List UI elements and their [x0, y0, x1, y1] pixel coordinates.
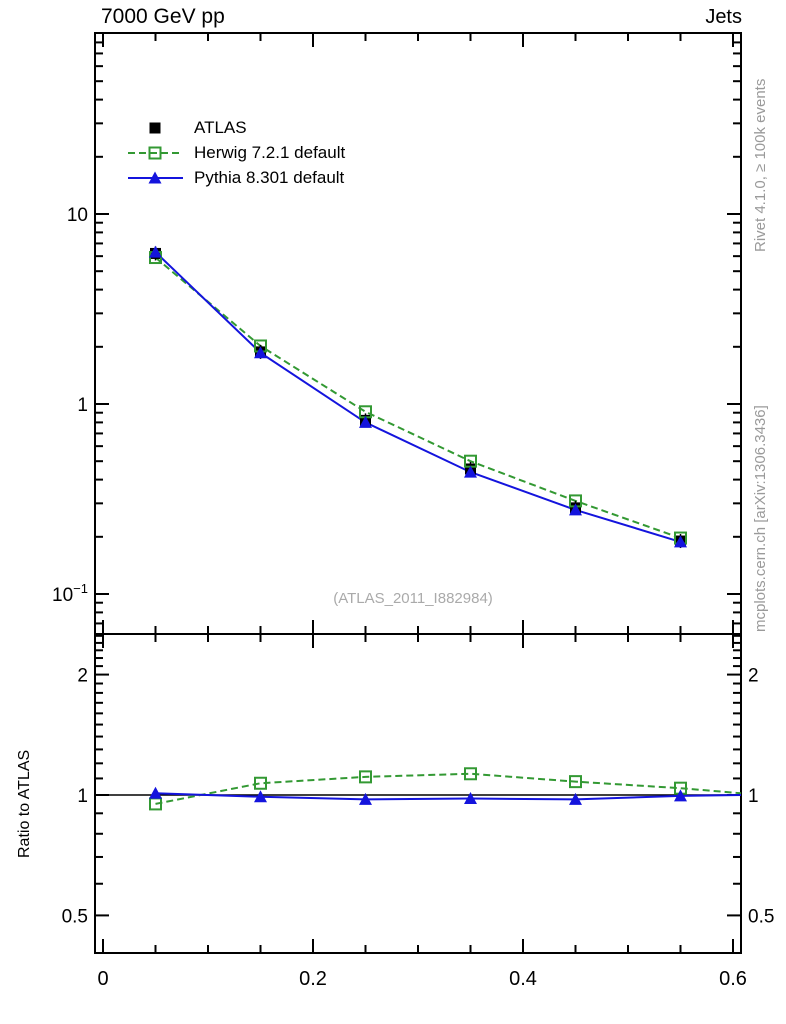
series-lines: [156, 252, 742, 804]
svg-text:0: 0: [97, 968, 109, 990]
legend-label-pythia: Pythia 8.301 default: [194, 167, 345, 187]
legend-row-pythia: [128, 165, 345, 190]
legend: [128, 115, 345, 190]
svg-text:2: 2: [748, 665, 759, 687]
observable-title: Jets: [705, 6, 742, 28]
legend-marker-herwig: [128, 141, 183, 165]
legend-marker-pythia: [128, 166, 183, 190]
svg-text:0.5: 0.5: [61, 906, 88, 928]
analysis-ref-label: (ATLAS_2011_I882984): [333, 590, 493, 607]
svg-text:1: 1: [748, 786, 759, 807]
legend-row-herwig: [128, 140, 345, 165]
svg-text:0.5: 0.5: [748, 906, 775, 928]
ratio-axis-title: Ratio to ATLAS: [16, 749, 33, 858]
svg-text:10: 10: [66, 205, 88, 226]
svg-text:10−1: $10^{-1}$: [52, 581, 88, 606]
svg-text:0.2: 0.2: [299, 968, 327, 990]
svg-text:0.4: 0.4: [509, 968, 537, 990]
series-markers: [149, 246, 687, 810]
legend-label-herwig: Herwig 7.2.1 default: [194, 142, 346, 162]
legend-row-atlas: [128, 115, 345, 140]
rivet-version-note: Rivet 4.1.0, ≥ 100k events: [752, 78, 769, 252]
svg-text:0.6: 0.6: [719, 968, 747, 990]
legend-label-atlas: ATLAS: [194, 117, 247, 137]
svg-text:1: 1: [77, 395, 88, 416]
legend-marker-atlas: [128, 116, 183, 140]
svg-text:1: 1: [77, 786, 88, 807]
beam-title: 7000 GeV pp: [101, 5, 225, 28]
mcplots-arxiv-note: mcplots.cern.ch [arXiv:1306.3436]: [752, 405, 769, 632]
svg-text:2: 2: [77, 665, 88, 687]
